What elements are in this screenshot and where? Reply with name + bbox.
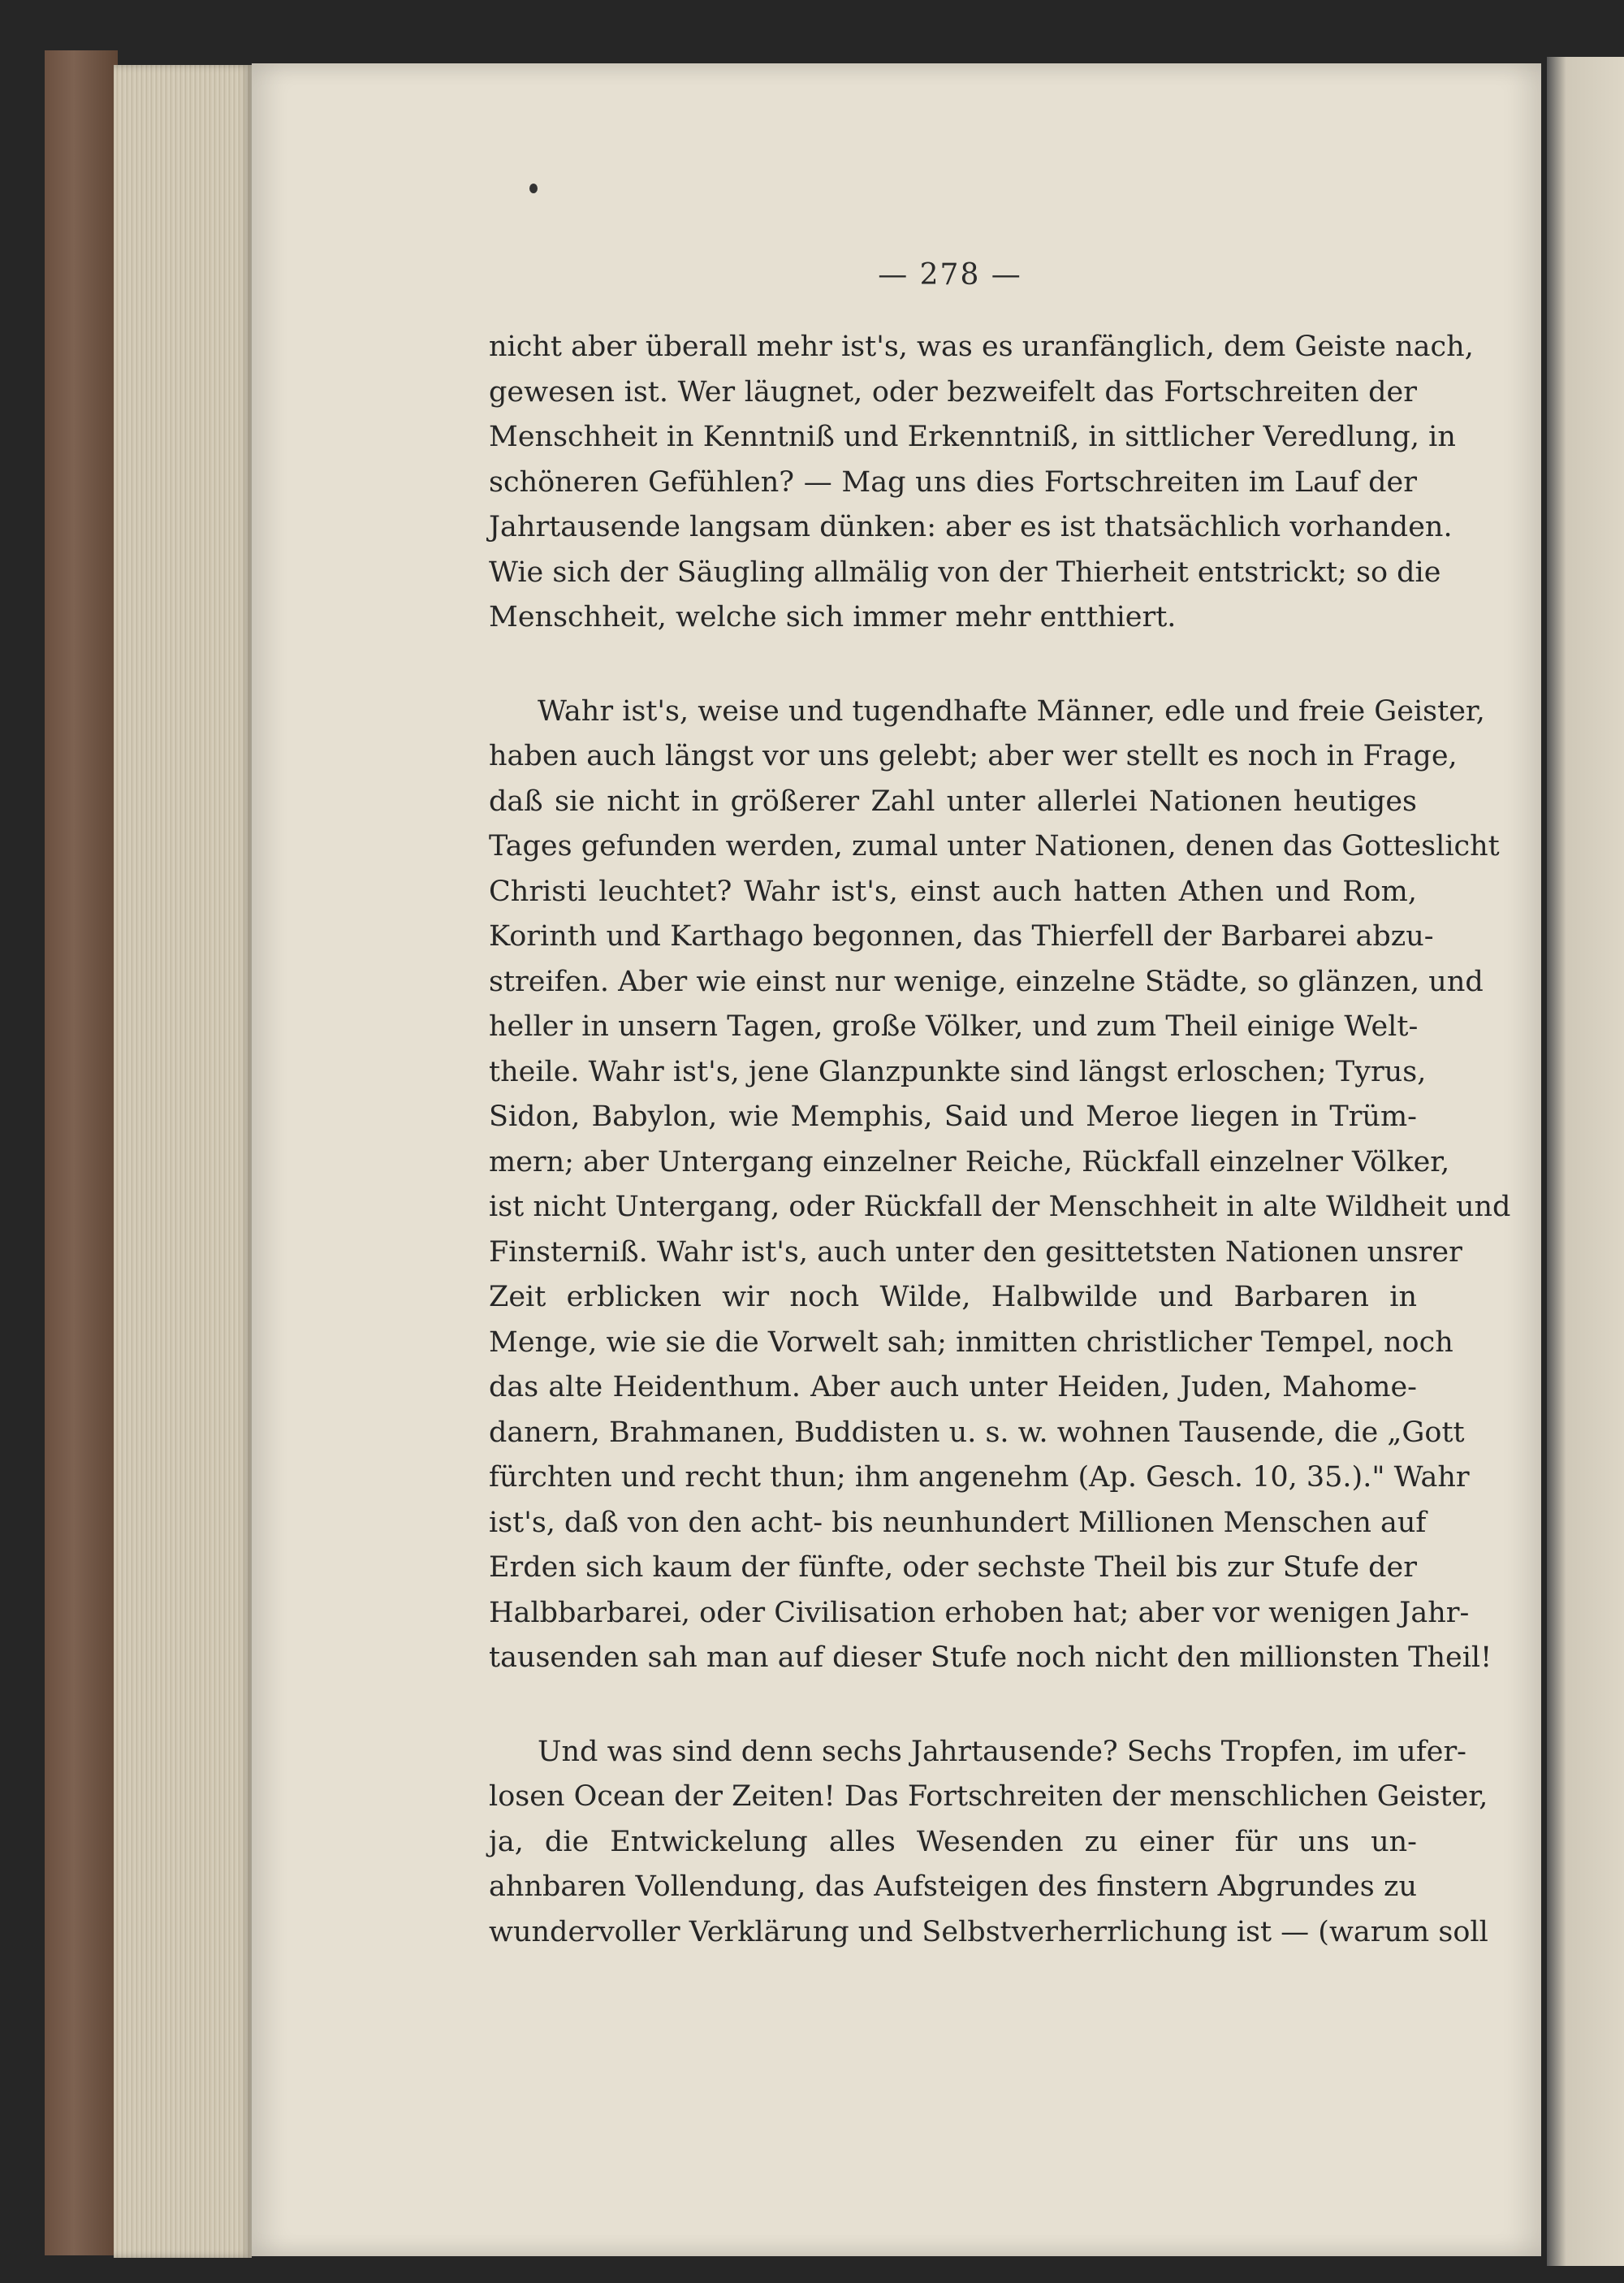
text-line: Tages gefunden werden, zumal unter Nationen, denen das Gotteslicht — [489, 830, 1500, 863]
text-line: Wie sich der Säugling allmälig von der Thierheit entstrickt; so die — [489, 556, 1441, 589]
text-line: ahnbaren Vollendung, das Aufsteigen des finstern Abgrundes zu — [489, 1870, 1417, 1903]
text-line: Sidon, Babylon, wie Memphis, Said und Meroe liegen in Trüm- — [489, 1100, 1417, 1133]
text-line: losen Ocean der Zeiten! Das Fortschreiten der menschlichen Geister, — [489, 1780, 1488, 1813]
paragraph-gap — [489, 1681, 1417, 1730]
text-line: theile. Wahr ist's, jene Glanzpunkte sind längst erloschen; Tyrus, — [489, 1055, 1427, 1088]
text-line: Menschheit, welche sich immer mehr entthiert. — [489, 601, 1177, 633]
page-number: — 278 — — [878, 258, 1022, 292]
text-line: danern, Brahmanen, Buddisten u. s. w. wohnen Tausende, die „Gott — [489, 1416, 1465, 1449]
text-line: mern; aber Untergang einzelner Reiche, Rückfall einzelner Völker, — [489, 1145, 1450, 1178]
text-line: Und was sind denn sechs Jahrtausende? Sechs Tropfen, im ufer- — [538, 1735, 1467, 1768]
text-line: Zeit erblicken wir noch Wilde, Halbwilde und Barbaren in — [489, 1281, 1417, 1313]
text-line: Halbbarbarei, oder Civilisation erhoben hat; aber vor wenigen Jahr- — [489, 1596, 1470, 1629]
text-line: Menschheit in Kenntniß und Erkenntniß, in sittlicher Veredlung, in — [489, 421, 1456, 453]
text-line: Christi leuchtet? Wahr ist's, einst auch hatten Athen und Rom, — [489, 875, 1417, 908]
text-line: daß sie nicht in größerer Zahl unter allerlei Nationen heutiges — [489, 785, 1417, 818]
paragraph-gap — [489, 641, 1417, 690]
paragraph-3 — [489, 1730, 1488, 1956]
ink-speck — [529, 184, 538, 193]
text-line: schöneren Gefühlen? — Mag uns dies Fortschreiten im Lauf der — [489, 465, 1417, 499]
text-line: Jahrtausende langsam dünken: aber es ist thatsächlich vorhanden. — [489, 511, 1453, 543]
text-line: streifen. Aber wie einst nur wenige, einzelne Städte, so glänzen, und — [489, 965, 1484, 998]
text-line: das alte Heidenthum. Aber auch unter Heiden, Juden, Mahome- — [489, 1371, 1417, 1403]
text-line: wundervoller Verklärung und Selbstverherrlichung ist — (warum soll — [489, 1915, 1488, 1948]
text-line: heller in unsern Tagen, große Völker, und zum Theil einige Welt- — [489, 1010, 1419, 1043]
text-line: Finsterniß. Wahr ist's, auch unter den gesittetsten Nationen unsrer — [489, 1235, 1462, 1269]
text-line: Menge, wie sie die Vorwelt sah; inmitten christlicher Tempel, noch — [489, 1325, 1453, 1359]
text-line: nicht aber überall mehr ist's, was es uranfänglich, dem Geiste nach, — [489, 331, 1474, 363]
page-text — [489, 325, 1511, 1955]
text-line: ja, die Entwickelung alles Wesenden zu einer für uns un- — [489, 1825, 1417, 1858]
paragraph-1 — [489, 325, 1474, 641]
text-line: Korinth und Karthago begonnen, das Thierfell der Barbarei abzu- — [489, 920, 1434, 953]
text-line: ist's, daß von den acht- bis neunhundert Millionen Menschen auf — [489, 1506, 1427, 1539]
text-line: tausenden sah man auf dieser Stufe noch nicht den millionsten Theil! — [489, 1641, 1492, 1674]
text-line: ist nicht Untergang, oder Rückfall der Menschheit in alte Wildheit und — [489, 1191, 1511, 1223]
paragraph-2 — [489, 690, 1511, 1681]
text-line: Erden sich kaum der fünfte, oder sechste Theil bis zur Stufe der — [489, 1551, 1418, 1584]
text-line: Wahr ist's, weise und tugendhafte Männer, edle und freie Geister, — [538, 694, 1485, 728]
page-stack-edges — [114, 65, 252, 2258]
text-line: fürchten und recht thun; ihm angenehm (Ap. Gesch. 10, 35.)." Wahr — [489, 1461, 1470, 1494]
text-line: gewesen ist. Wer läugnet, oder bezweifelt das Fortschreiten der — [489, 375, 1417, 409]
book-cover-edge — [45, 50, 118, 2255]
text-line: haben auch längst vor uns gelebt; aber wer stellt es noch in Frage, — [489, 740, 1458, 772]
opposite-page-edge — [1547, 57, 1624, 2266]
